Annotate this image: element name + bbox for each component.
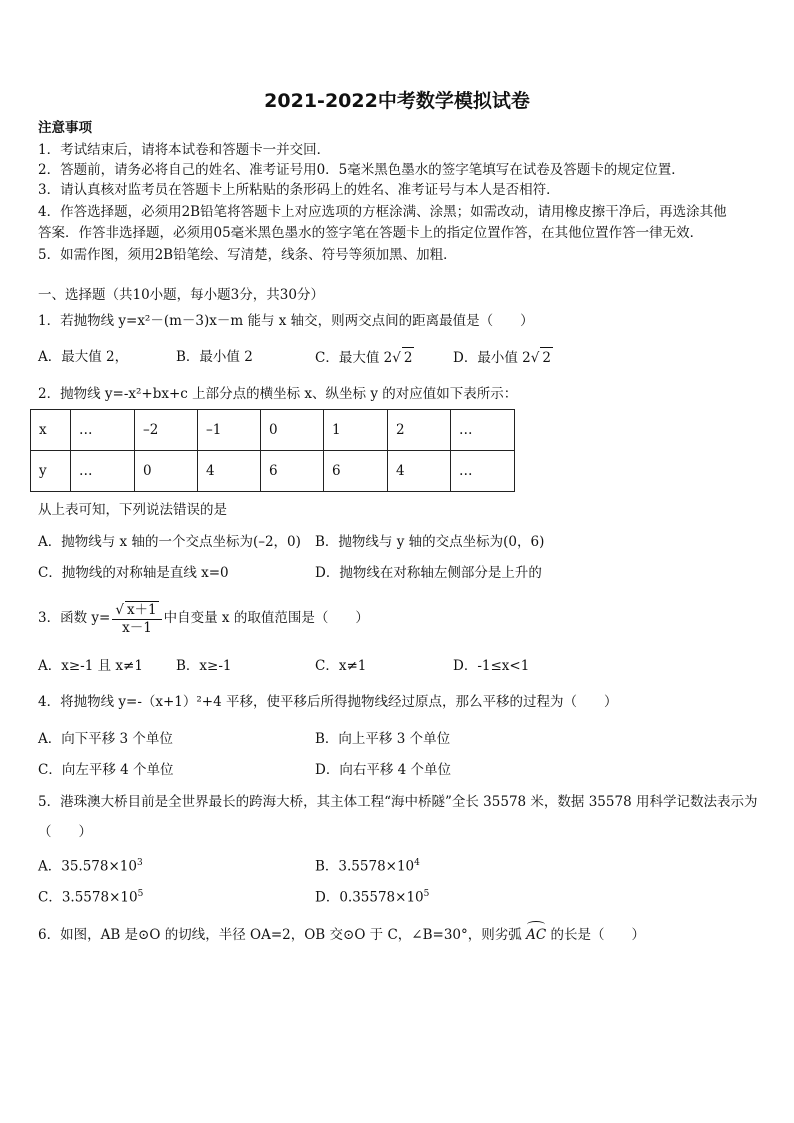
q4-stem: 4．将抛物线 y=-（x+1）²+4 平移，使平移后所得抛物线经过原点，那么平移的过程为（ ） [38, 694, 618, 710]
q5-option-b-base: B．3.5578×10 [315, 858, 415, 875]
table-cell: –2 [135, 410, 198, 451]
q6-stem [38, 921, 645, 945]
radical-sign-icon: √ [392, 350, 401, 366]
q4-option-c: C．向左平移 4 个单位 [38, 762, 174, 778]
q5-option-d-exponent: 5 [423, 889, 430, 899]
arc-icon [527, 921, 545, 928]
q5-option-c-exponent: 5 [137, 889, 144, 899]
notice-item-4: 4．作答选择题，必须用2B铅笔将答题卡上对应选项的方框涂满、涂黑；如需改动，请用橡皮擦干净后，再选涂其他 [38, 204, 727, 220]
q2-stem: 2．抛物线 y=-x²+bx+c 上部分点的横坐标 x、纵坐标 y 的对应值如下表所示： [38, 386, 518, 402]
notice-item-3: 3．请认真核对监考员在答题卡上所粘贴的条形码上的姓名、准考证号与本人是否相符． [38, 182, 560, 198]
table-cell: y [31, 451, 71, 492]
table-cell: –1 [198, 410, 261, 451]
q3-numerator [112, 601, 161, 620]
q1-option-d [453, 347, 553, 368]
table-cell: 0 [135, 451, 198, 492]
q5-option-a-base: A．35.578×10 [38, 858, 137, 875]
q2-value-table [30, 409, 515, 492]
q5-stem: 5．港珠澳大桥目前是全世界最长的跨海大桥，其主体工程“海中桥隧”全长 35578 米，数据 35578 用科学记数法表示为 [38, 794, 758, 810]
table-cell: … [451, 410, 515, 451]
q2-option-c: C．抛物线的对称轴是直线 x=0 [38, 565, 229, 581]
q5-paren: （ ） [38, 824, 92, 840]
table-cell: x [31, 410, 71, 451]
table-cell: … [71, 410, 135, 451]
q5-option-a-exponent: 3 [136, 858, 143, 868]
q5-option-d [315, 884, 429, 908]
q3-prefix: 3．函数 y= [38, 610, 111, 626]
q6-arc-label: AC [526, 927, 547, 943]
notice-heading: 注意事项 [38, 120, 92, 136]
q6-stem-tail: 的长是（ ） [550, 927, 645, 943]
q3-option-c: C．x≠1 [315, 658, 367, 674]
q3-stem [38, 598, 369, 638]
table-cell: 6 [261, 451, 324, 492]
table-cell: 4 [198, 451, 261, 492]
q2-lead: 从上表可知，下列说法错误的是 [38, 502, 227, 518]
table-cell: 4 [388, 451, 451, 492]
exam-title: 2021-2022中考数学模拟试卷 [264, 90, 530, 112]
q3-numerator-radicand: x＋1 [126, 601, 157, 618]
q4-option-a: A．向下平移 3 个单位 [38, 731, 173, 747]
q4-option-b: B．向上平移 3 个单位 [315, 731, 451, 747]
q6-arc-symbol [526, 921, 546, 945]
table-row [31, 451, 515, 492]
q3-option-d: D．-1≤x<1 [453, 658, 530, 674]
radical-sign-icon: √ [115, 601, 124, 618]
q3-fraction [112, 601, 161, 637]
q3-denominator: x－1 [122, 619, 152, 636]
q3-suffix: 中自变量 x 的取值范围是（ ） [163, 610, 369, 626]
table-cell: … [71, 451, 135, 492]
q2-option-d: D．抛物线在对称轴左侧部分是上升的 [315, 565, 542, 581]
notice-item-4-continued: 答案．作答非选择题，必须用05毫米黑色墨水的签字笔在答题卡上的指定位置作答，在其他位置作答一律无效． [38, 225, 704, 241]
q5-option-d-base: D．0.35578×10 [315, 889, 424, 906]
q1-option-b: B．最小值 2 [176, 349, 253, 365]
q2-option-b: B．抛物线与 y 轴的交点坐标为(0，6) [315, 534, 545, 550]
table-row [31, 410, 515, 451]
q1-option-c-radicand: 2 [402, 347, 415, 368]
notice-item-5: 5．如需作图，须用2B铅笔绘、写清楚，线条、符号等须加黑、加粗． [38, 247, 457, 263]
q1-option-c [315, 347, 414, 368]
q1-stem: 1．若抛物线 y=x²－(m－3)x－m 能与 x 轴交，则两交点间的距离最值是（ ） [38, 313, 534, 329]
q6-stem-text: 6．如图，AB 是⊙O 的切线，半径 OA=2，OB 交⊙O 于 C，∠B=30°，则劣弧 [38, 927, 522, 943]
q5-option-c-base: C．3.5578×10 [38, 889, 138, 906]
q5-option-b [315, 853, 420, 877]
q1-option-d-label: D．最小值 2 [453, 350, 531, 366]
q1-option-c-label: C．最大值 2 [315, 350, 393, 366]
q5-option-c [38, 884, 143, 908]
notice-item-1: 1．考试结束后，请将本试卷和答题卡一并交回． [38, 142, 331, 158]
q1-option-d-radicand: 2 [540, 347, 553, 368]
q5-option-a [38, 853, 143, 877]
table-cell: 1 [324, 410, 388, 451]
q3-option-a: A．x≥-1 且 x≠1 [38, 658, 143, 674]
q2-option-a: A．抛物线与 x 轴的一个交点坐标为(–2，0) [38, 534, 301, 550]
q1-option-a: A．最大值 2， [38, 349, 129, 365]
section-heading: 一、选择题（共10小题，每小题3分，共30分） [38, 287, 324, 303]
q4-option-d: D．向右平移 4 个单位 [315, 762, 451, 778]
table-cell: … [451, 451, 515, 492]
notice-item-2: 2．答题前，请务必将自己的姓名、准考证号用0．5毫米黑色墨水的签字笔填写在试卷及答题卡的规定位置． [38, 162, 685, 178]
q3-option-b: B．x≥-1 [176, 658, 232, 674]
radical-sign-icon: √ [530, 350, 540, 366]
table-cell: 2 [388, 410, 451, 451]
q5-option-b-exponent: 4 [414, 858, 420, 868]
table-cell: 6 [324, 451, 388, 492]
table-cell: 0 [261, 410, 324, 451]
